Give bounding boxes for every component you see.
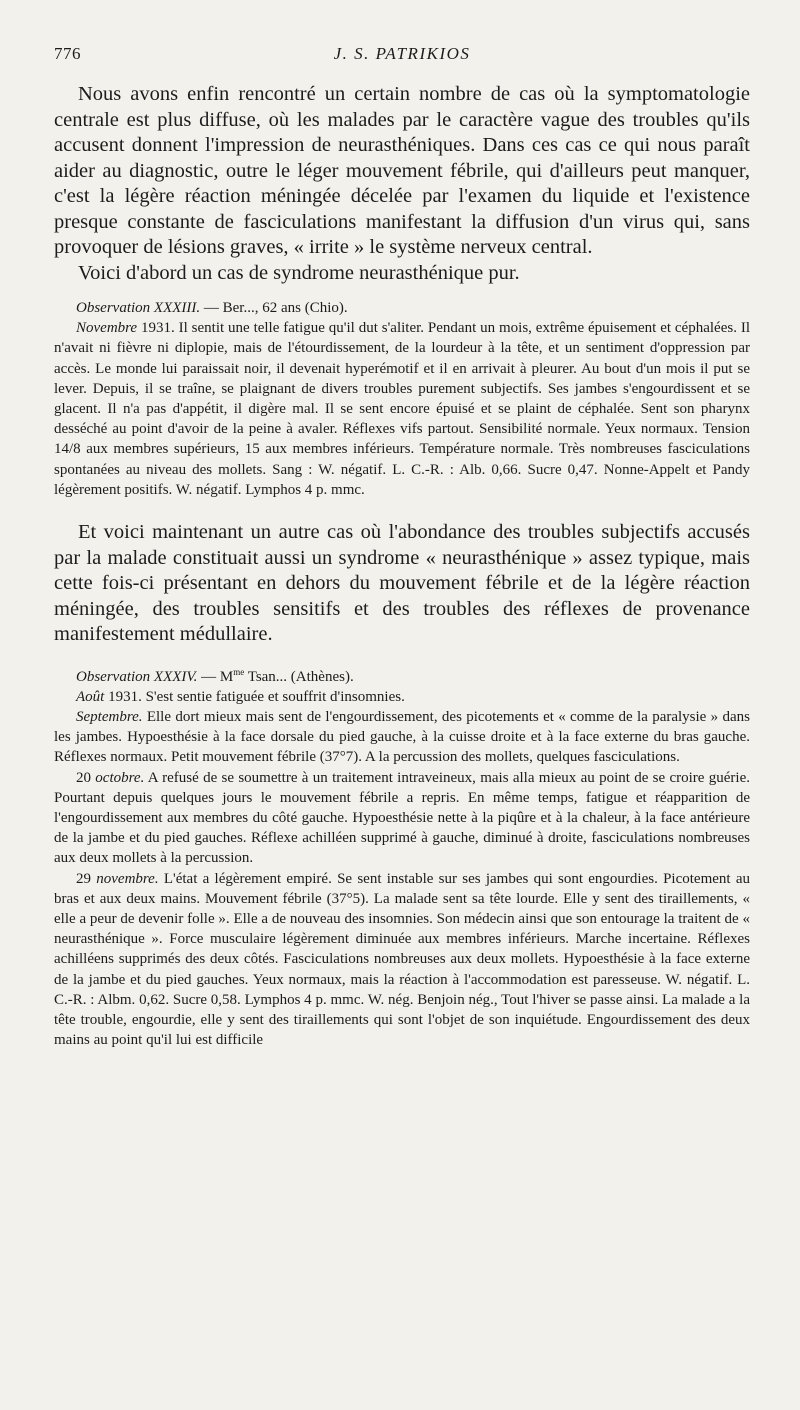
paragraph-case-intro: Voici d'abord un cas de syndrome neurasthénique pur. bbox=[78, 261, 520, 284]
page-header bbox=[54, 44, 750, 68]
entry-date: novembre. bbox=[91, 870, 159, 887]
observation-33-text bbox=[54, 318, 750, 500]
entry-date: octobre. bbox=[91, 769, 145, 786]
body-text bbox=[54, 82, 750, 1050]
paragraph-intro: Nous avons enfin rencontré un certain nombre de cas où la symptomatologie centrale est plus diffuse, où les malades par le caractère vague des troubles qu'ils accusent donnent l'impression de neurasthéniques. Dans ces cas ce qui nous paraît aider au diagnostic, outre le léger mouvement fébrile, qui d'ailleurs peut manquer, c'est la légère réaction méningée décelée par l'examen du liquide et l'existence presque constante de fasciculations manifestant la diffusion d'un virus qui, sans provoquer de lésions graves, « irrite » le système nerveux central. bbox=[54, 83, 750, 258]
entry-day: 20 bbox=[76, 769, 91, 786]
observation-34-entry-octobre bbox=[54, 768, 750, 869]
observation-34-patient-b: Tsan... (Athènes). bbox=[244, 668, 354, 685]
observation-33-body: 1931. Il sentit une telle fatigue qu'il dut s'aliter. Pendant un mois, extrême épuisement et céphalées. Il n'avait ni fièvre ni diplopie, mais de l'étourdissement, de la lourdeur à la tête, et un sentiment d'oppression par accès. Le monde lui paraissait noir, il devenait hyperémotif et il en arrivait à pleurer. Au bout d'un mois il put se lever. Depuis, il se traîne, se plaignant de divers troubles purement subjectifs. Ses jambes s'engourdissent et se glacent. Il n'a pas d'appétit, il digère mal. Il se sent encore épuisé et se plaint de céphalée. Sent son pharynx desséché au point d'avoir de la peine à avaler. Réflexes vifs partout. Sensibilité normale. Yeux normaux. Tension 14/8 aux membres supérieurs, 15 aux membres inférieurs. Température normale. Très nombreuses fasciculations spontanées au niveau des mollets. Sang : W. négatif. L. C.-R. : Alb. 0,66. Sucre 0,47. Nonne-Appelt et Pandy légèrement positifs. W. négatif. Lymphos 4 p. mmc. bbox=[54, 320, 750, 498]
observation-34-patient-sup: me bbox=[233, 666, 245, 677]
observation-34-entry-aout bbox=[54, 687, 750, 707]
paragraph-second-case: Et voici maintenant un autre cas où l'abondance des troubles subjectifs accusés par la malade constituait aussi un syndrome « neurasthénique » assez typique, mais cette fois-ci présentant en dehors du mouvement fébrile et de la légère réaction méningée, des troubles sensitifs et des troubles des réflexes de provenance manifestement médullaire. bbox=[54, 521, 750, 646]
observation-33 bbox=[54, 298, 750, 500]
entry-text: Elle dort mieux mais sent de l'engourdissement, des picotements et « comme de la paralysie » dans les jambes. Hypoesthésie à la face dorsale du pied gauche, à la cuisse droite et à la face externe du bras gauche. Réflexes normaux. Petit mouvement fébrile (37°7). A la percussion des mollets, quelques fasciculations. bbox=[54, 708, 750, 766]
observation-34-label: Observation XXXIV. bbox=[76, 668, 198, 685]
observation-33-patient: — Ber..., 62 ans (Chio). bbox=[200, 300, 348, 316]
entry-text: 1931. S'est sentie fatiguée et souffrit d'insomnies. bbox=[104, 688, 405, 705]
entry-text: L'état a légèrement empiré. Se sent instable sur ses jambes qui sont engourdies. Picotement au bras et aux deux mains. Mouvement fébrile (37°5). La malade sent sa tête lourde. Elle y sent des tiraillements, « elle a peur de devenir folle ». Elle a de nouveau des insomnies. Son médecin ainsi que son entourage la traitent de « neurasthénique ». Force musculaire légèrement diminuée aux membres inférieurs. Marche incertaine. Réflexes achilléens supprimés des deux côtés. Fasciculations nombreuses aux deux mollets. Hypoesthésie à la face externe de la jambe et du pied gauches. Yeux normaux, mais la réaction à l'accommodation est paresseuse. W. négatif. L. C.-R. : Albm. 0,62. Sucre 0,58. Lymphos 4 p. mmc. W. nég. Benjoin nég., Tout l'hiver se passe ainsi. La malade a la tête trouble, engourdie, elle y sent des tiraillements qui sont l'objet de son inquiétude. Engourdissement des deux mains au point qu'il lui est difficile bbox=[54, 870, 750, 1049]
observation-33-heading bbox=[54, 298, 750, 318]
entry-day: 29 bbox=[76, 870, 91, 887]
entry-date: Septembre. bbox=[76, 708, 143, 725]
entry-date: Août bbox=[76, 688, 105, 705]
observation-33-date: Novembre bbox=[76, 320, 138, 337]
observation-33-label: Observation XXXIII. bbox=[76, 300, 201, 316]
observation-34 bbox=[54, 662, 750, 1051]
observation-34-entry-novembre bbox=[54, 869, 750, 1051]
observation-34-patient-a: — M bbox=[197, 668, 234, 685]
running-title: J. S. PATRIKIOS bbox=[333, 44, 471, 63]
observation-34-entry-septembre bbox=[54, 707, 750, 768]
entry-text: A refusé de se soumettre à un traitement intraveineux, mais alla mieux au point de se croire guérie. Pourtant depuis quelques jours le mouvement fébrile a repris. En même temps, fatigue et réapparition de l'engourdissement aux membres du côté gauche. Hypoesthésie nette à la piqûre et à la chaleur, à la face antérieure de la jambe et du pied gauches. Réflexe achilléen supprimé à gauche, diminué à droite, fasciculations nombreuses aux deux mollets à la percussion. bbox=[54, 769, 750, 867]
observation-34-heading bbox=[54, 662, 750, 687]
page-number: 776 bbox=[54, 44, 81, 63]
